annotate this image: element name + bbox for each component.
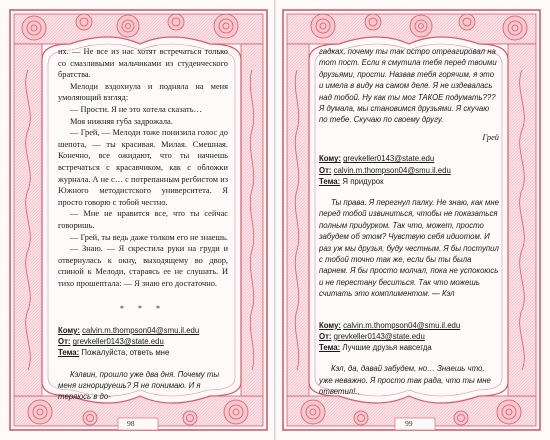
from-label: От: — [58, 337, 71, 347]
subject-text: Лучшие друзья навсегда — [342, 343, 432, 353]
email-body-continued: гадках, почему ты так остро отреагировал на тот пост. Если я смутила тебя перед твоими друзьями, прости. Назвав тебя горячим, я это и имела в виду на самом деле. Я не издевалась над тобой. Ну как ты мог ТАКОЕ подумать??? Я думала, мы становимся друзьями. Я скучаю по тебе. Скучаю по своему другу. — [319, 47, 497, 125]
email-header — [319, 320, 499, 354]
paragraph: их. — Не все из нас хотят встречаться только со смазливыми мальчиками из студенческого братства. — [58, 47, 228, 80]
subject-label: Тема: — [319, 343, 341, 353]
left-page-text — [58, 46, 228, 403]
paragraph: — Грей, ты ведь даже толком его не знаешь. — [70, 232, 228, 242]
paragraph: — Грей, — Мелоди тоже понизила голос до шепота, — ты красивая. Милая. Смешная. Конечно, все ожидают, что ты начнешь встречаться с красавчиком, как с обложки журнала. А не с… с потрепанным регбистом из Южного методистского университета. Я просто говорю с тобой честно. — [58, 128, 228, 207]
right-page-text — [319, 46, 499, 398]
email-body: Кэлвин, прошло уже два дня. Почему ты меня игнорируешь? Я не понимаю. И я теряюсь в до- — [58, 369, 220, 402]
from-address: grevkeller0143@state.edu — [72, 337, 164, 347]
page-number: 99 — [405, 419, 413, 428]
from-label: От: — [319, 165, 332, 175]
from-address: calvin.m.thompson04@smu.il.edu — [333, 165, 451, 175]
paragraph: Моя нижняя губа задрожала. — [70, 116, 173, 126]
from-address: grevkeller0143@state.edu — [333, 331, 425, 341]
section-separator: * * * — [120, 304, 166, 314]
to-label: Кому: — [319, 154, 341, 164]
paragraph: — Прости. Я не это хотела сказать… — [70, 104, 202, 114]
to-address: grevkeller0143@state.edu — [343, 154, 435, 164]
signature: Грей — [482, 132, 499, 142]
subject-label: Тема: — [58, 348, 80, 358]
book-gutter — [274, 0, 276, 440]
to-address: calvin.m.thompson04@smu.il.edu — [343, 320, 461, 330]
page-number: 98 — [127, 419, 135, 428]
email-body: Ты права. Я перегнул палку. Не знаю, как мне перед тобой извиниться, чтобы не показаться полным придурком. Так что, может, просто забудем об этом? Чувствую себя идиотом. И раз уж мы друзья, буду честным. Я бы поступил с тобой точно так же, если бы ты была парнем. Я бы просто молчал, пока не успокоюсь и не перестану беситься. Так что можешь считать это комплиментом. — Кэл — [319, 198, 499, 299]
to-address: calvin.m.thompson04@smu.il.edu — [82, 326, 200, 336]
email-header — [58, 325, 228, 359]
subject-label: Тема: — [319, 176, 341, 186]
from-label: От: — [319, 331, 332, 341]
email-body: Кэл, да, давай забудем, но… Знаешь что, уже неважно. Я просто так рада, что ты мне ответил!.. — [319, 364, 491, 397]
to-label: Кому: — [58, 326, 80, 336]
paragraph: — Мне не нравится все, что ты сейчас говоришь. — [58, 209, 228, 230]
subject-text: Я придурок — [342, 176, 384, 186]
to-label: Кому: — [319, 320, 341, 330]
subject-text: Пожалуйста, ответь мне — [81, 348, 170, 358]
email-header — [319, 153, 499, 187]
paragraph: Мелоди вздохнула и подняла на меня умоляющий взгляд: — [58, 81, 228, 103]
paragraph: — Знаю. — Я скрестила руки на груди и отвернулась к окну, выходящему во двор, спиной к Мелоди, стараясь ее не слушать. И тихо прошептала: — Я знаю его достаточно. — [58, 244, 228, 288]
right-page — [275, 0, 550, 440]
